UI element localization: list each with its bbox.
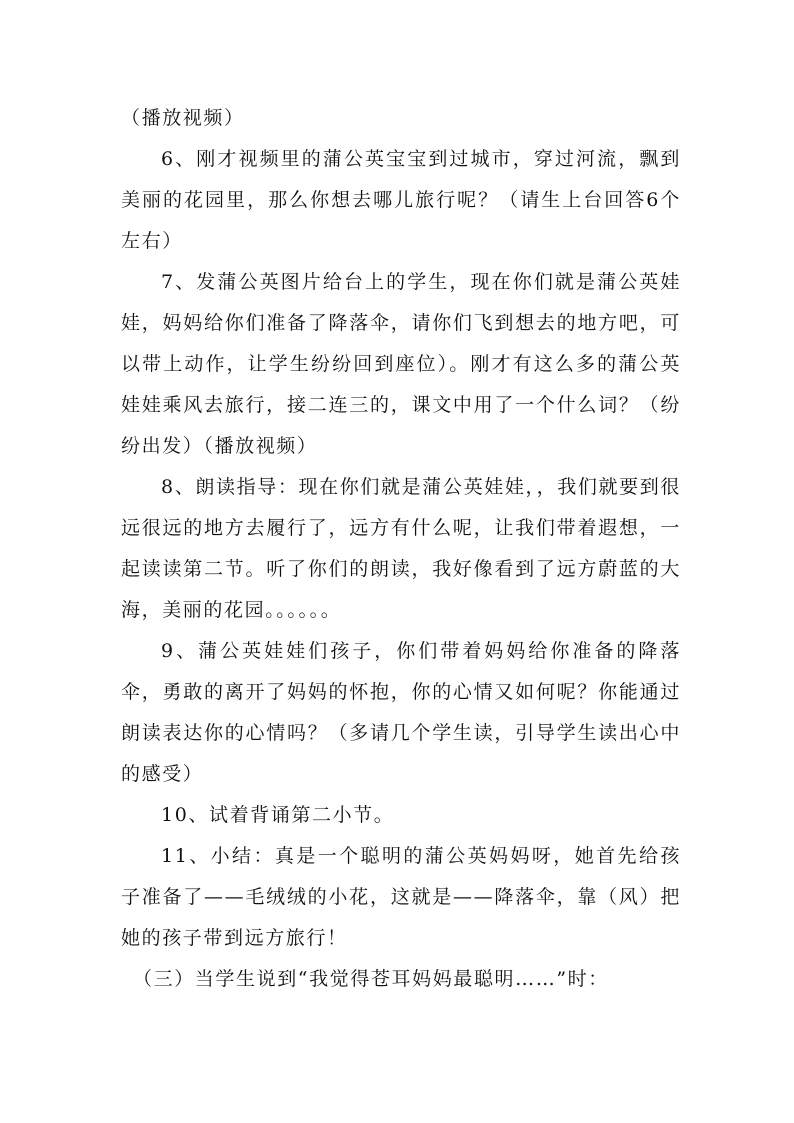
paragraph-item-10: 10、试着背诵第二小节。 xyxy=(161,804,395,826)
document-body xyxy=(121,98,681,1000)
paragraph-item-6: 6、刚才视频里的蒲公英宝宝到过城市，穿过河流，飘到美丽的花园里，那么你想去哪儿旅行呢？（请生上台回答6个左右） xyxy=(121,148,681,252)
paragraph-item-9: 9、蒲公英娃娃们孩子，你们带着妈妈给你准备的降落伞，勇敢的离开了妈妈的怀抱，你的心情又如何呢？你能通过朗读表达你的心情吗？（多请几个学生读，引导学生读出心中的感受） xyxy=(121,640,681,785)
paragraph-item-8: 8、朗读指导：现在你们就是蒲公英娃娃，，我们就要到很远很远的地方去履行了，远方有什么呢，让我们带着遐想，一起读读第二节。听了你们的朗读，我好像看到了远方蔚蓝的大海，美丽的花园。。。。。。 xyxy=(121,476,681,621)
paragraph-item-11: 11、小结：真是一个聪明的蒲公英妈妈呀，她首先给孩子准备了——毛绒绒的小花，这就是——降落伞，靠（风）把她的孩子带到远方旅行！ xyxy=(121,845,681,949)
paragraph-play-video: （播放视频） xyxy=(121,107,245,129)
paragraph-item-7: 7、发蒲公英图片给台上的学生，现在你们就是蒲公英娃娃，妈妈给你们准备了降落伞，请你们飞到想去的地方吧，可以带上动作，让学生纷纷回到座位）。刚才有这么多的蒲公英娃娃乘风去旅行，接二连三的，课文中用了一个什么词？（纷纷出发）（播放视频） xyxy=(121,271,681,457)
section-heading-three: （三）当学生说到“我觉得苍耳妈妈最聪明……”时： xyxy=(133,968,609,990)
